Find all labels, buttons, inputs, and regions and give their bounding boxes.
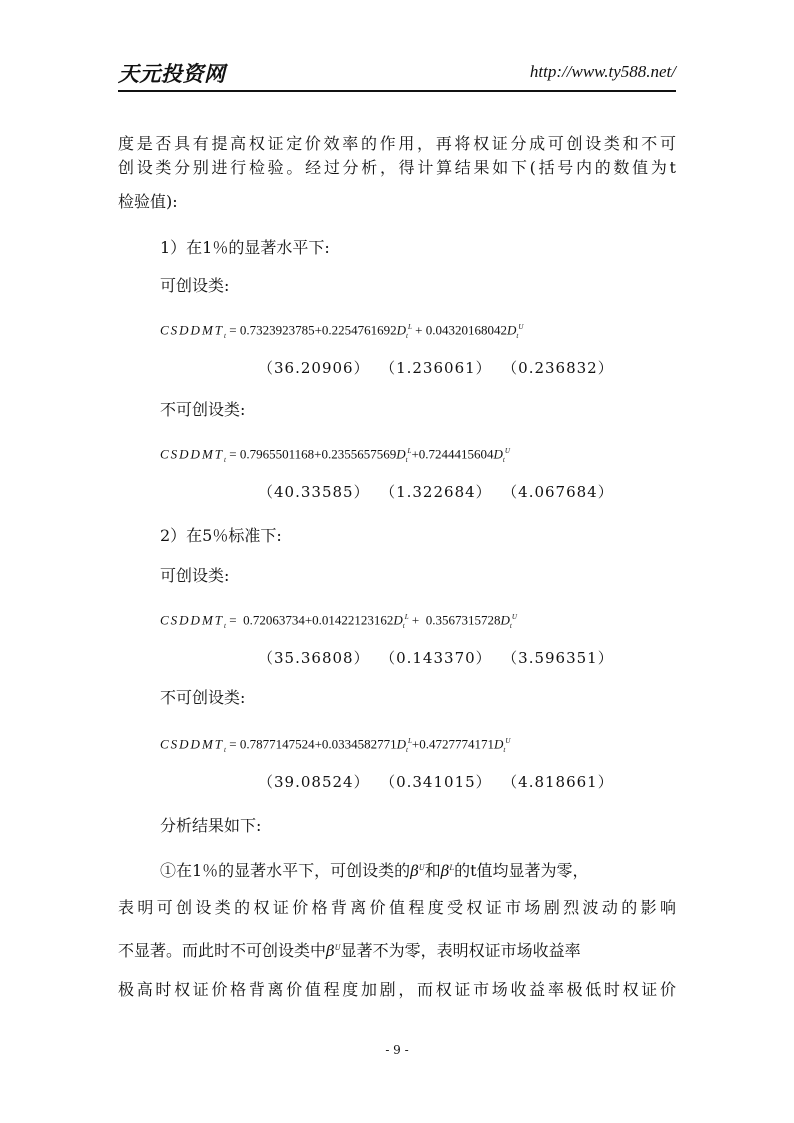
coefficient-intercept: 0.7323923785 [239,322,315,338]
section-2-title: 2）在5％标准下: [160,526,282,545]
regression-formula-4: $CSDDMT_t = 0.7877147524+0.0334582771D_t^L+0.4727774171D_t^U$ [160,736,511,754]
t-value: （0.143370） [387,649,492,667]
analysis-line: ①在1％的显著水平下，可创设类的$\beta^U$和$\beta^L$的t值均显著为零， [160,861,589,880]
section-1-creatable-label: 可创设类: [160,276,230,295]
site-name: 天元投资网 [118,62,226,86]
t-value: （36.20906） [258,359,370,377]
coefficient-lower: 0.01422123162 [312,612,394,628]
formula-lhs: CSDDMT [160,736,225,752]
t-value: （4.067684） [509,483,614,501]
coefficient-lower: 0.0334582771 [321,736,397,752]
coefficient-intercept: 0.72063734 [243,612,305,628]
analysis-line: 极高时权证价格背离价值程度加剧，而权证市场收益率极低时权证价 [118,980,676,999]
t-value: （40.33585） [258,483,370,501]
beta-upper-symbol: $\beta^U$ [410,862,425,880]
regression-formula-3: $CSDDMT_t = 0.72063734+0.01422123162D_t^L + 0.3567315728D_t^U$ [160,612,517,630]
t-value: （0.341015） [387,773,492,791]
formula-lhs: CSDDMT [160,446,225,462]
analysis-heading: 分析结果如下: [160,816,262,835]
t-values-row [258,482,632,502]
header-divider [118,90,676,92]
site-url[interactable]: http://www.ty588.net/ [529,62,676,81]
coefficient-intercept: 0.7877147524 [239,736,315,752]
coefficient-upper: 0.3567315728 [425,612,501,628]
coefficient-upper: 0.04320168042 [425,322,507,338]
page-header [118,58,676,90]
t-value: （39.08524） [258,773,370,791]
paragraph-line: 度是否具有提高权证定价效率的作用，再将权证分成可创设类和不可 [118,134,676,153]
t-value: （35.36808） [258,649,370,667]
t-value: （1.322684） [387,483,492,501]
formula-lhs: CSDDMT [160,322,225,338]
t-values-row [258,772,632,792]
analysis-line: 表明可创设类的权证价格背离价值程度受权证市场剧烈波动的影响 [118,898,676,917]
t-value: （1.236061） [387,359,492,377]
regression-formula-2: $CSDDMT_t = 0.7965501168+0.2355657569D_t^L+0.7244415604D_t^U$ [160,446,510,464]
formula-lhs: CSDDMT [160,612,225,628]
coefficient-lower: 0.2355657569 [321,446,397,462]
coefficient-upper: 0.7244415604 [418,446,494,462]
section-1-title: 1）在1％的显著水平下: [160,238,330,257]
beta-lower-symbol: $\beta^L$ [440,862,455,880]
section-2-creatable-label: 可创设类: [160,566,230,585]
coefficient-lower: 0.2254761692 [321,322,397,338]
t-value: （3.596351） [509,649,614,667]
t-values-row [258,648,632,668]
analysis-line: 不显著。而此时不可创设类中$\beta^U$显著不为零，表明权证市场收益率 [118,941,581,960]
section-1-noncreatable-label: 不可创设类: [160,400,246,419]
section-2-noncreatable-label: 不可创设类: [160,688,246,707]
t-values-row [258,358,632,378]
paragraph-line: 检验值): [118,192,178,211]
coefficient-upper: 0.4727774171 [419,736,494,752]
paragraph-line: 创设类分别进行检验。经过分析，得计算结果如下(括号内的数值为t [118,158,676,177]
beta-upper-symbol: $\beta^U$ [326,942,341,960]
page-number: - 9 - [385,1043,409,1057]
t-value: （0.236832） [509,359,614,377]
t-value: （4.818661） [509,773,614,791]
regression-formula-1: $CSDDMT_t = 0.7323923785+0.2254761692D_t^L + 0.04320168042D_t^U$ [160,322,524,340]
coefficient-intercept: 0.7965501168 [239,446,315,462]
